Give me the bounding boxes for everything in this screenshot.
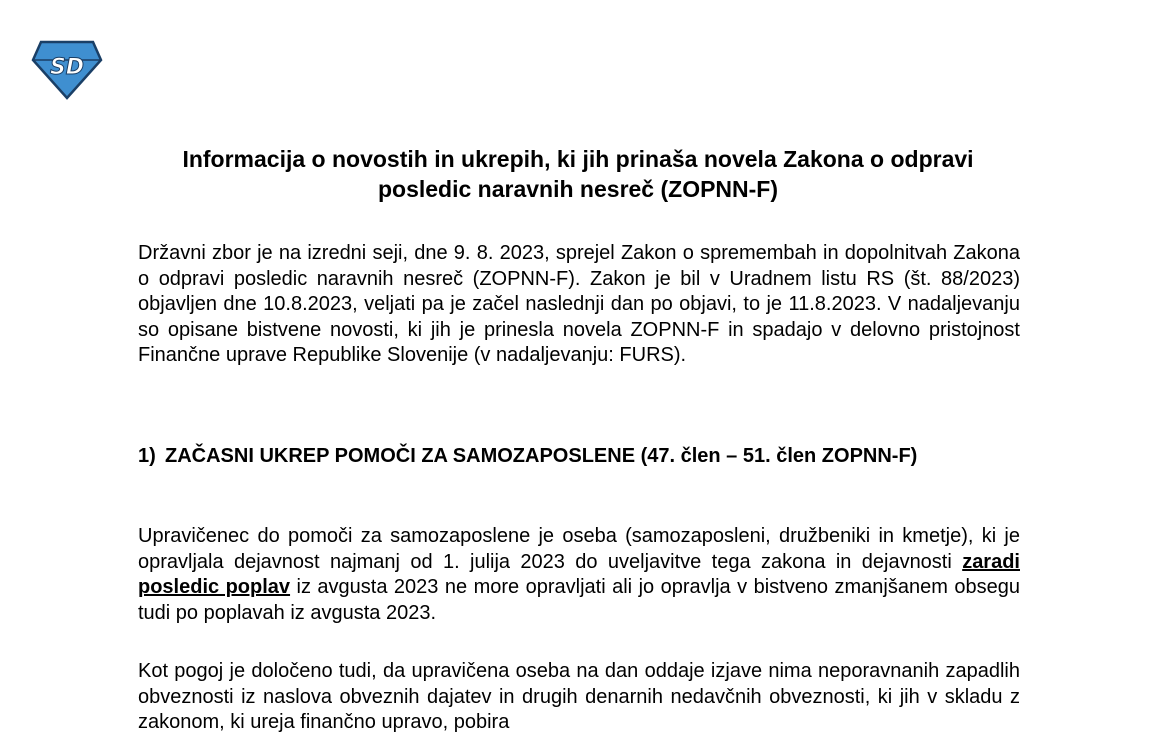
section-number: 1) (138, 445, 156, 467)
eligibility-paragraph (138, 524, 1020, 626)
sd-logo (31, 40, 103, 100)
emphasis-flood-consequences: zaradi posledic poplav (138, 550, 1020, 599)
section-heading-text: ZAČASNI UKREP POMOČI ZA SAMOZAPOSLENE (47. člen – 51. člen ZOPNN-F) (165, 445, 918, 467)
document-title: Informacija o novostih in ukrepih, ki jih prinaša novela Zakona o odpravi posledic naravnih nesreč (ZOPNN-F) (182, 146, 974, 202)
svg-text:SD: SD (49, 55, 85, 80)
eligibility-text-start: Upravičenec do pomoči za samozaposlene je oseba (samozaposleni, družbeniki in kmetje), ki je opravljala dejavnost najmanj od 1. julija 2023 do uveljavitve tega zakona in dejavnosti (138, 525, 1020, 573)
condition-paragraph: Kot pogoj je določeno tudi, da upravičena oseba na dan oddaje izjave nima neporavnanih zapadlih obveznosti iz naslova obveznih dajatev in drugih denarnih nedavčnih obveznosti, ki jih v skladu z zakonom, ki ureja finančno upravo, pobira (138, 660, 1020, 734)
eligibility-text-end: iz avgusta 2023 ne more opravljati ali jo opravlja v bistveno zmanjšanem obsegu tudi po poplavah iz avgusta 2023. (138, 576, 1020, 624)
intro-paragraph: Državni zbor je na izredni seji, dne 9. 8. 2023, sprejel Zakon o spremembah in dopolnitvah Zakona o odpravi posledic naravnih nesreč (ZOPNN-F). Zakon je bil v Uradnem listu RS (št. 88/2023) objavljen dne 10.8.2023, veljati pa je začel naslednji dan po objavi, to je 11.8.2023. V nadaljevanju so opisane bistvene novosti, ki jih je prinesla novela ZOPNN-F in spadajo v delovno pristojnost Finančne uprave Republike Slovenije (v nadaljevanju: FURS). (138, 242, 1020, 367)
section-heading (138, 443, 1020, 469)
sd-diamond-logo-icon (31, 40, 103, 100)
